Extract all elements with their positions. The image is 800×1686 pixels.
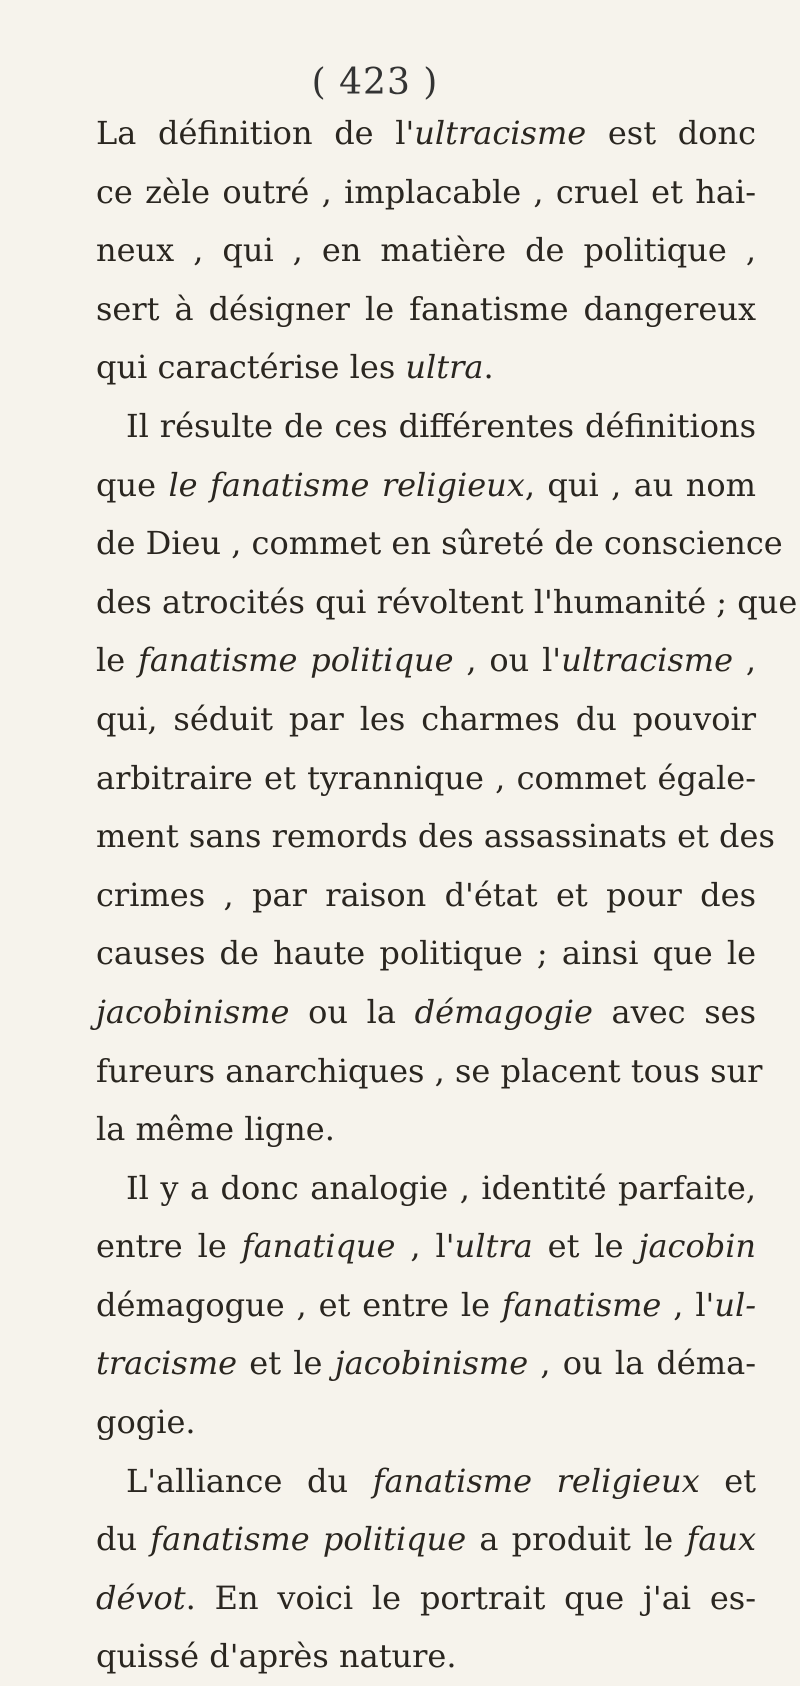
text-line-5: qui caractérise les ultra.	[96, 348, 494, 387]
text-line-15: causes de haute politique ; ainsi que le	[96, 934, 756, 973]
text-line-16: jacobinisme ou la démagogie avec ses	[96, 992, 757, 1031]
text-line-24: L'alliance du fanatisme religieux et	[126, 1461, 756, 1500]
text-line-17: fureurs anarchiques , se placent tous sur	[96, 1051, 763, 1090]
text-line-14: crimes , par raison d'état et pour des	[96, 875, 756, 914]
text-line-8: de Dieu , commet en sûreté de conscience	[96, 524, 783, 563]
page-text	[96, 104, 798, 1686]
text-line-6: Il résulte de ces différentes définitions	[126, 406, 756, 445]
text-line-26: dévot. En voici le portrait que j'ai es-	[96, 1578, 756, 1617]
text-line-7: que le fanatisme religieux, qui , au nom	[96, 465, 757, 504]
text-line-10: le fanatisme politique , ou l'ultracisme ,	[96, 641, 757, 680]
text-line-11: qui, séduit par les charmes du pouvoir	[96, 699, 756, 738]
text-line-18: la même ligne.	[96, 1110, 335, 1149]
text-line-20: entre le fanatique , l'ultra et le jacobin	[96, 1227, 757, 1266]
text-line-13: ment sans remords des assassinats et des	[96, 817, 775, 856]
text-line-9: des atrocités qui révoltent l'humanité ; que	[96, 582, 798, 621]
text-line-3: neux , qui , en matière de politique ,	[96, 231, 756, 270]
text-line-1: La définition de l'ultracisme est donc	[96, 114, 756, 152]
text-line-19: Il y a donc analogie , identité parfaite,	[126, 1168, 756, 1207]
text-line-27: quissé d'après nature.	[96, 1637, 457, 1676]
text-line-23: gogie.	[96, 1403, 196, 1442]
text-line-4: sert à désigner le fanatisme dangereux	[96, 289, 756, 328]
text-line-2: ce zèle outré , implacable , cruel et hai-	[96, 172, 756, 211]
text-line-12: arbitraire et tyrannique , commet égale-	[96, 758, 756, 797]
text-line-22: tracisme et le jacobinisme , ou la déma-	[96, 1344, 757, 1383]
page-number: ( 423 )	[311, 62, 439, 103]
text-line-25: du fanatisme politique a produit le faux	[96, 1520, 757, 1559]
text-line-21: démagogue , et entre le fanatisme , l'ul-	[96, 1285, 757, 1324]
